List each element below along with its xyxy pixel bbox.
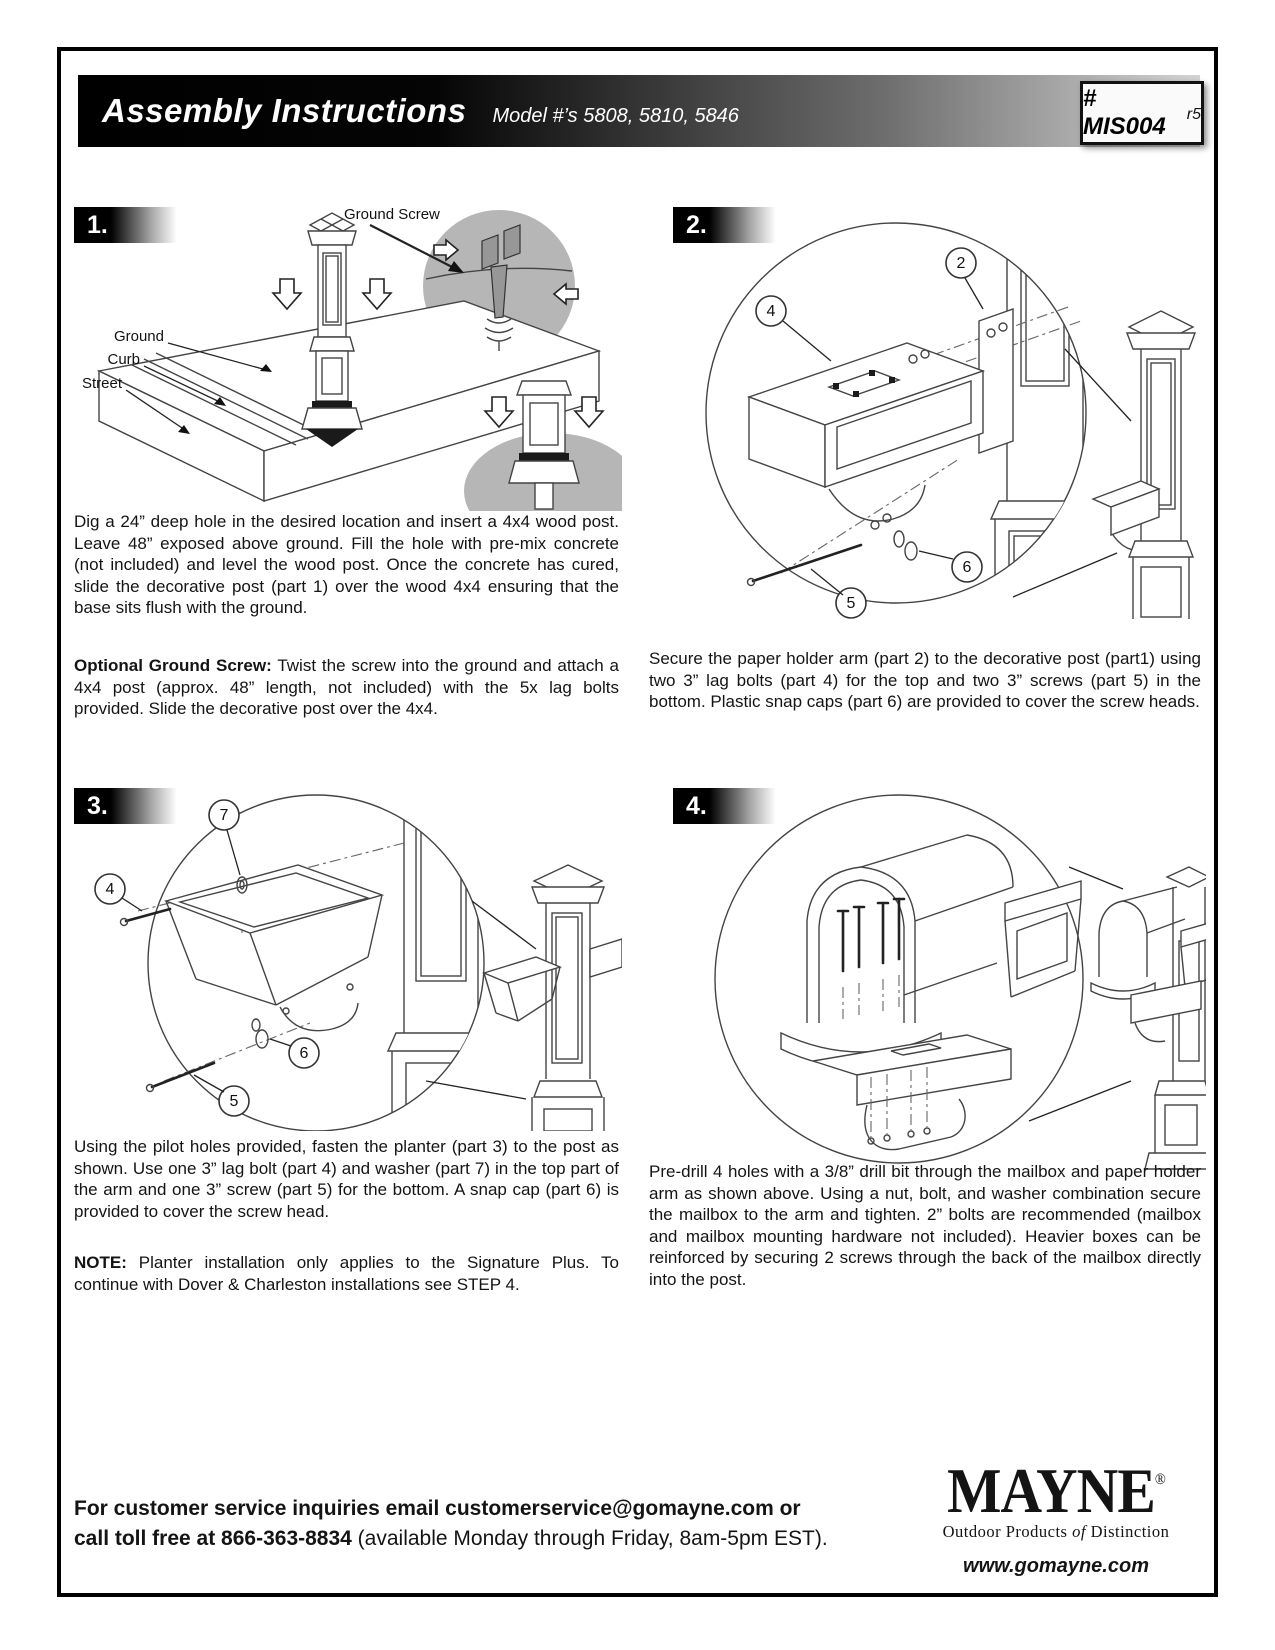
- label-ground: Ground: [113, 328, 164, 345]
- customer-service-text: [74, 1494, 894, 1554]
- mayne-logo: [906, 1449, 1206, 1578]
- assembled-post-view: [1029, 867, 1206, 1169]
- page-border: [57, 47, 1218, 1597]
- document-revision: r5: [1186, 106, 1201, 123]
- logo-tagline: Outdoor Products of Distinction: [942, 1522, 1170, 1541]
- document-number: # MIS004: [1083, 85, 1166, 140]
- model-numbers: Model #’s 5808, 5810, 5846: [492, 104, 739, 127]
- callout-part-5: 5: [846, 595, 856, 612]
- step-2-badge: 2.: [673, 207, 775, 243]
- hours-text: (available Monday through Friday, 8am-5pm EST).: [351, 1527, 828, 1550]
- step-3-badge: 3.: [74, 788, 176, 824]
- toll-free-number: call toll free at 866-363-8834: [74, 1527, 352, 1550]
- detail-circle: [148, 795, 484, 1131]
- callout-part-4: 4: [766, 303, 776, 320]
- step-2-paragraph: Secure the paper holder arm (part 2) to the decorative post (part1) using two 3” lag bolts (part 4) for the top and two 3” screws (part 5) in the bottom. Plastic snap caps (part 6) are provided to cover the screw heads.: [649, 649, 1201, 711]
- label-ground-screw: Ground Screw: [344, 206, 440, 223]
- step-1-paragraph: Dig a 24” deep hole in the desired location and insert a 4x4 wood post. Leave 48” exposed above ground. Fill the hole with pre-mix concrete (not included) and level the wood post. Once the concrete has cured, slide the decorative post (part 1) over the wood 4x4 ensuring that the base sits flush with the ground.: [74, 512, 619, 617]
- note-label: NOTE:: [74, 1253, 127, 1272]
- mailbox-detail: [781, 835, 1013, 1150]
- callout-part-4: 4: [105, 881, 115, 898]
- website-url: www.gomayne.com: [963, 1555, 1149, 1577]
- callout-part-6: 6: [299, 1045, 309, 1062]
- optional-ground-screw-label: Optional Ground Screw:: [74, 656, 272, 675]
- planter-in-detail: [1005, 881, 1081, 997]
- callout-part-5: 5: [229, 1093, 239, 1110]
- step-4-illustration: [661, 781, 1206, 1171]
- post-section: [388, 795, 494, 1131]
- header-bar: [78, 75, 1200, 147]
- step-4-paragraph: Pre-drill 4 holes with a 3/8” drill bit through the mailbox and paper holder arm as shown above. Using a nut, bolt, and washer combination secure the mailbox to the arm and tighten. 2” bolts are recommended (mailbox and mailbox mounting hardware not included). Heavier boxes can be reinforced by securing 2 screws through the back of the mailbox directly into the post.: [649, 1162, 1201, 1289]
- hardware: [748, 514, 918, 586]
- callout-part-7: 7: [219, 807, 229, 824]
- step-1-badge: 1.: [74, 207, 176, 243]
- paper-holder-arm: [749, 309, 1013, 521]
- assembled-post-view: [426, 865, 622, 1131]
- step-1-illustration: [74, 201, 622, 511]
- step-3-note: NOTE: Planter installation only applies to the Signature Plus. To continue with Dover & Charleston installations see STEP 4.: [74, 1253, 619, 1294]
- label-curb: Curb: [107, 351, 140, 368]
- step-3-paragraph: Using the pilot holes provided, fasten the planter (part 3) to the post as shown. Use one 3” lag bolt (part 4) and washer (part 7) in the top part of the arm and one 3” screw (part 5) for the bottom. A snap cap (part 6) is provided to cover the screw head.: [74, 1137, 619, 1221]
- step-2-illustration: [661, 201, 1206, 621]
- customer-service-line1: For customer service inquiries email customerservice@gomayne.com or: [74, 1497, 801, 1520]
- step-1-optional-paragraph: Optional Ground Screw: Twist the screw into the ground and attach a 4x4 post (approx. 48” length, not included) with the 5x lag bolts provided. Slide the decorative post over the 4x4.: [74, 656, 619, 718]
- registered-trademark-icon: ®: [1154, 1471, 1165, 1488]
- step-3-illustration: [74, 781, 622, 1131]
- callout-part-2: 2: [956, 255, 966, 272]
- document-number-badge: [1080, 81, 1204, 145]
- step-4-badge: 4.: [673, 788, 775, 824]
- callout-part-6: 6: [962, 559, 972, 576]
- down-arrow-icon: [273, 279, 301, 309]
- down-arrow-icon: [363, 279, 391, 309]
- mayne-wordmark: MAYNE®: [947, 1455, 1165, 1526]
- page-title: Assembly Instructions: [102, 92, 467, 129]
- planter-box: [166, 865, 382, 1031]
- assembled-post-view: [1013, 311, 1195, 619]
- label-street: Street: [81, 375, 122, 392]
